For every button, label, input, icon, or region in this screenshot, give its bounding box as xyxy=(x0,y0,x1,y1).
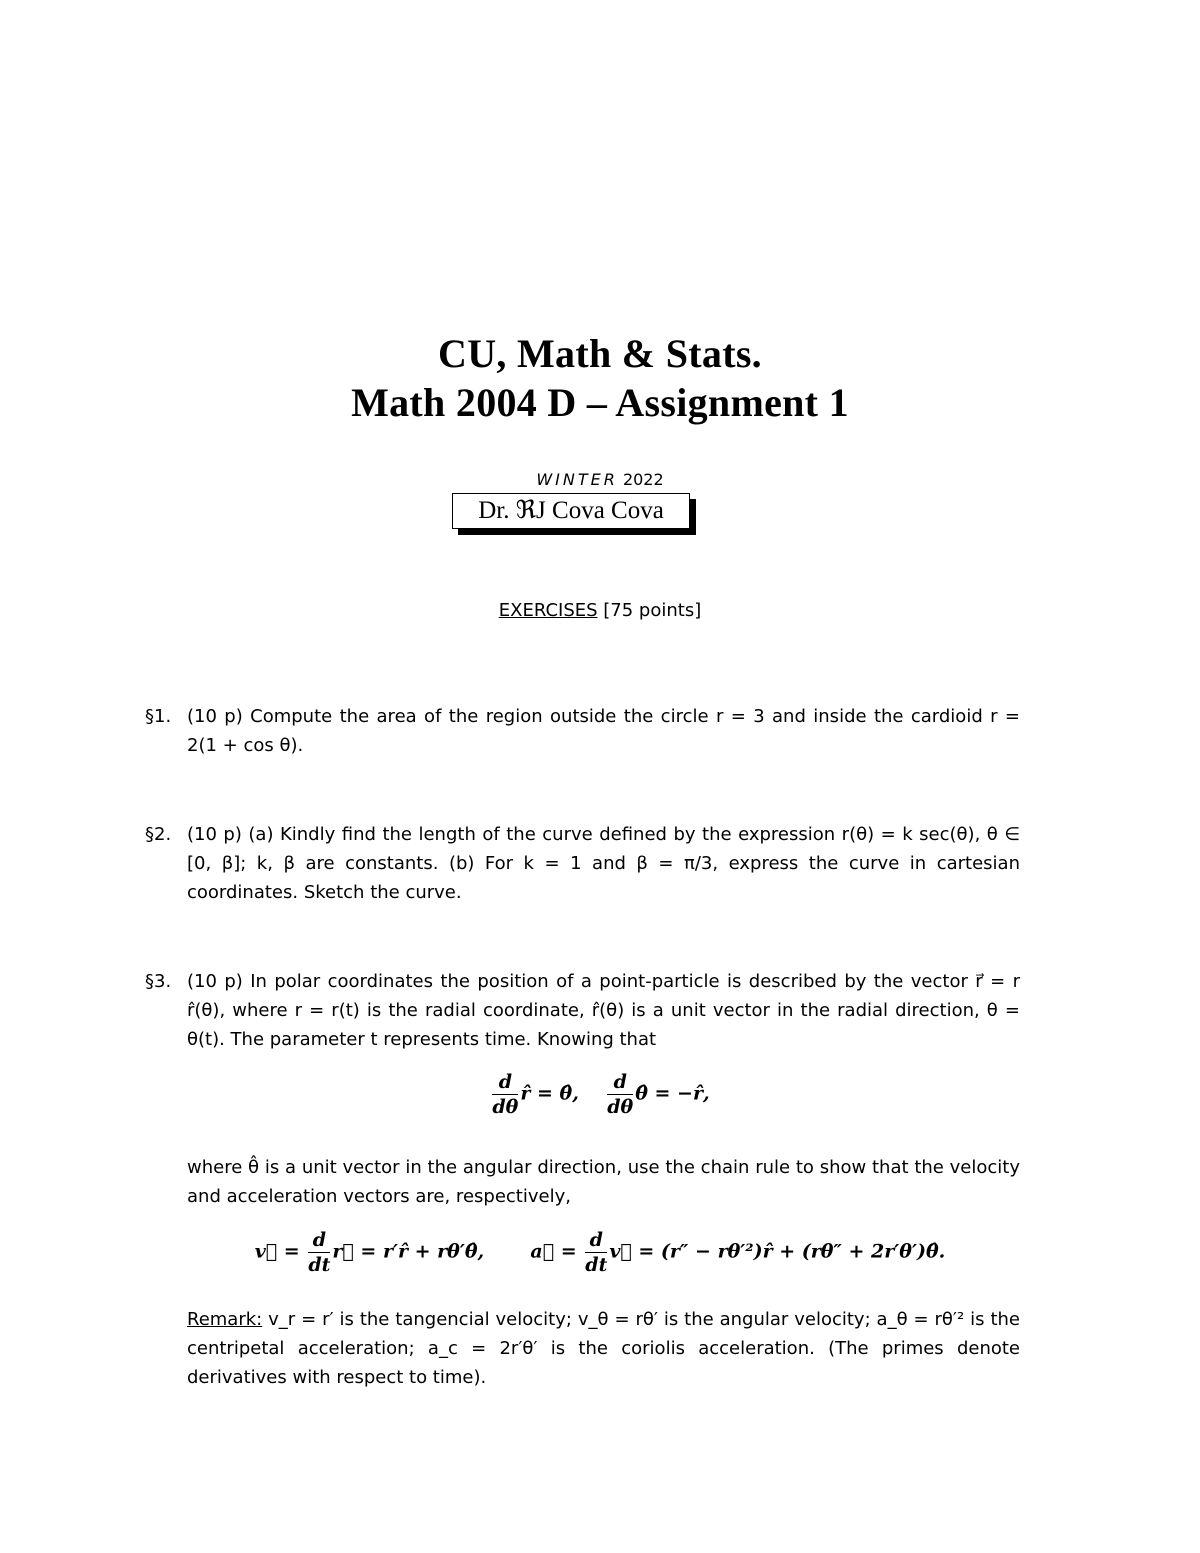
exercises-heading xyxy=(0,600,1200,621)
equation-unit-vector-derivatives: $\frac{d}{d\theta}$ r̂ = θ̂, $\frac{d}{d\theta}$ θ̂ = −r̂, xyxy=(492,1071,710,1118)
title-line-2: Math 2004 D – Assignment 1 xyxy=(351,380,849,425)
problem-middle-text: where θ̂ is a unit vector in the angular direction, use the chain rule to show that the velocity and acceleration vectors are, respectively, xyxy=(187,1157,1020,1207)
title-line-1: CU, Math & Stats. xyxy=(438,331,762,376)
problem-text: (10 p) (a) Kindly find the length of the curve defined by the expression r(θ) = k sec(θ), θ ∈ [0, β]; k, β are constants. (b) For k = 1 and β = π/3, express the curve in cartesian coordinates. Sketch the curve. xyxy=(187,824,1020,903)
problem-intro: (10 p) In polar coordinates the position of a point-particle is described by the vector r⃗ = r r̂(θ), where r = r(t) is the radial coordinate, r̂(θ) is a unit vector in the radial direction, θ = θ(t). The parameter t represents time. Knowing that xyxy=(187,971,1020,1050)
equation-velocity-acceleration: v⃗ = $\frac{d}{dt}$ r⃗ = r′r̂ + rθ′θ̂, a⃗ = $\frac{d}{dt}$ v⃗ = (r″ − rθ′²)r̂ + (rθ″ + 2r′θ′)θ̂. xyxy=(254,1229,946,1276)
author-box xyxy=(452,493,690,529)
term-year: 2022 xyxy=(622,470,664,489)
exercises-points: [75 points] xyxy=(603,600,702,621)
problem-1 xyxy=(145,702,1020,760)
problem-2 xyxy=(145,820,1020,907)
remark-text: v_r = r′ is the tangencial velocity; v_θ = rθ′ is the angular velocity; a_θ = rθ′² is the centripetal acceleration; a_c = 2r′θ′ is the coriolis acceleration. (The primes denote derivatives with respect to time). xyxy=(187,1309,1020,1388)
problem-3 xyxy=(145,967,1020,1054)
problem-number: §2. xyxy=(145,824,172,845)
fraction: $\frac{d}{d\theta}$ xyxy=(607,1071,634,1118)
problem-text: (10 p) Compute the area of the region outside the circle r = 3 and inside the cardioid r = 2(1 + cos θ). xyxy=(187,706,1020,756)
term xyxy=(0,470,1200,489)
remark xyxy=(145,1305,1020,1392)
fraction: $\frac{d}{dt}$ xyxy=(585,1229,608,1276)
author-name: Dr. ℜJ Cova Cova xyxy=(478,497,664,524)
remark-label: Remark: xyxy=(187,1309,263,1330)
fraction: $\frac{d}{d\theta}$ xyxy=(492,1071,519,1118)
fraction: $\frac{d}{dt}$ xyxy=(308,1229,331,1276)
problem-number: §3. xyxy=(145,971,172,992)
problem-number: §1. xyxy=(145,706,172,727)
exercises-label: EXERCISES xyxy=(498,600,598,621)
problem-3-middle xyxy=(145,1153,1020,1211)
term-season: WINTER xyxy=(536,470,618,489)
